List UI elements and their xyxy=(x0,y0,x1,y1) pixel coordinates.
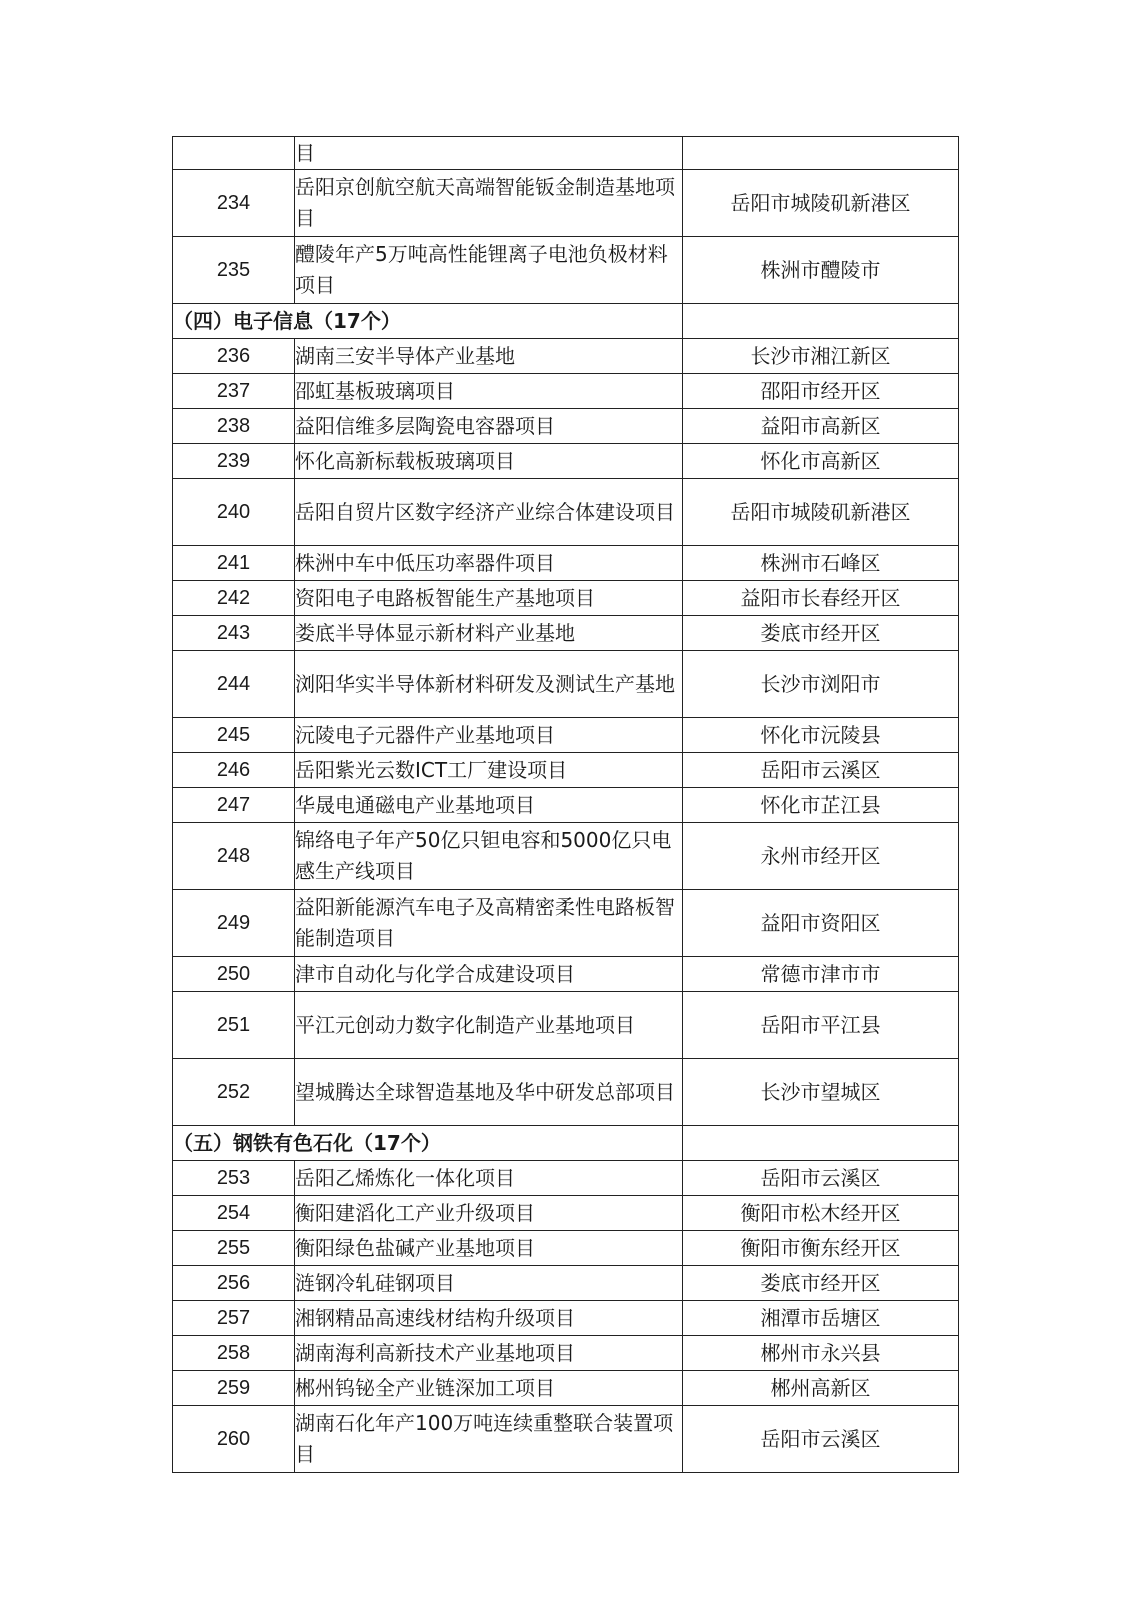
project-name: 衡阳绿色盐碱产业基地项目 xyxy=(295,1231,683,1266)
table-row xyxy=(173,546,959,581)
project-name: 娄底半导体显示新材料产业基地 xyxy=(295,616,683,651)
project-location: 怀化市高新区 xyxy=(683,444,959,479)
table-row xyxy=(173,616,959,651)
table-row xyxy=(173,581,959,616)
table-row xyxy=(173,753,959,788)
project-location: 益阳市长春经开区 xyxy=(683,581,959,616)
project-name: 岳阳乙烯炼化一体化项目 xyxy=(295,1161,683,1196)
row-number: 254 xyxy=(173,1196,295,1231)
row-number: 244 xyxy=(173,651,295,718)
project-location: 怀化市芷江县 xyxy=(683,788,959,823)
project-name: 望城腾达全球智造基地及华中研发总部项目 xyxy=(295,1059,683,1126)
row-number: 243 xyxy=(173,616,295,651)
project-name: 邵虹基板玻璃项目 xyxy=(295,374,683,409)
project-location: 衡阳市松木经开区 xyxy=(683,1196,959,1231)
project-location: 永州市经开区 xyxy=(683,823,959,890)
project-name: 湖南石化年产100万吨连续重整联合装置项目 xyxy=(295,1406,683,1473)
table-row xyxy=(173,788,959,823)
project-location: 衡阳市衡东经开区 xyxy=(683,1231,959,1266)
project-name: 津市自动化与化学合成建设项目 xyxy=(295,957,683,992)
table-row xyxy=(173,1059,959,1126)
project-name: 衡阳建滔化工产业升级项目 xyxy=(295,1196,683,1231)
project-name: 岳阳紫光云数ICT工厂建设项目 xyxy=(295,753,683,788)
project-location: 娄底市经开区 xyxy=(683,616,959,651)
row-number: 238 xyxy=(173,409,295,444)
project-location: 郴州市永兴县 xyxy=(683,1336,959,1371)
project-name: 锦络电子年产50亿只钽电容和5000亿只电感生产线项目 xyxy=(295,823,683,890)
project-name: 益阳新能源汽车电子及高精密柔性电路板智能制造项目 xyxy=(295,890,683,957)
table-row xyxy=(173,1301,959,1336)
row-number: 251 xyxy=(173,992,295,1059)
row-number: 259 xyxy=(173,1371,295,1406)
project-name: 湖南三安半导体产业基地 xyxy=(295,339,683,374)
row-number: 260 xyxy=(173,1406,295,1473)
row-number: 239 xyxy=(173,444,295,479)
project-table-body xyxy=(173,137,959,1473)
project-location: 郴州高新区 xyxy=(683,1371,959,1406)
table-row xyxy=(173,1336,959,1371)
section-header-row xyxy=(173,1126,959,1161)
project-location: 长沙市望城区 xyxy=(683,1059,959,1126)
section-title: （四）电子信息（17个） xyxy=(173,304,683,339)
project-location: 岳阳市云溪区 xyxy=(683,1406,959,1473)
row-number: 255 xyxy=(173,1231,295,1266)
project-name: 资阳电子电路板智能生产基地项目 xyxy=(295,581,683,616)
row-number: 252 xyxy=(173,1059,295,1126)
row-number: 249 xyxy=(173,890,295,957)
table-row xyxy=(173,957,959,992)
section-empty-cell xyxy=(683,304,959,339)
project-location: 益阳市高新区 xyxy=(683,409,959,444)
project-table xyxy=(172,136,959,1473)
row-number: 245 xyxy=(173,718,295,753)
row-number: 246 xyxy=(173,753,295,788)
project-name: 岳阳自贸片区数字经济产业综合体建设项目 xyxy=(295,479,683,546)
row-number: 253 xyxy=(173,1161,295,1196)
row-number: 257 xyxy=(173,1301,295,1336)
row-number: 256 xyxy=(173,1266,295,1301)
project-name: 湖南海利高新技术产业基地项目 xyxy=(295,1336,683,1371)
project-name: 株洲中车中低压功率器件项目 xyxy=(295,546,683,581)
table-row xyxy=(173,237,959,304)
section-empty-cell xyxy=(683,1126,959,1161)
project-name: 华晟电通磁电产业基地项目 xyxy=(295,788,683,823)
table-row xyxy=(173,823,959,890)
table-row xyxy=(173,1231,959,1266)
project-name: 湘钢精品高速线材结构升级项目 xyxy=(295,1301,683,1336)
project-location: 岳阳市云溪区 xyxy=(683,1161,959,1196)
project-name: 浏阳华实半导体新材料研发及测试生产基地 xyxy=(295,651,683,718)
project-location: 岳阳市城陵矶新港区 xyxy=(683,170,959,237)
table-row xyxy=(173,170,959,237)
row-number: 236 xyxy=(173,339,295,374)
table-row xyxy=(173,1196,959,1231)
project-name: 益阳信维多层陶瓷电容器项目 xyxy=(295,409,683,444)
project-name: 郴州钨铋全产业链深加工项目 xyxy=(295,1371,683,1406)
project-location: 长沙市浏阳市 xyxy=(683,651,959,718)
table-row xyxy=(173,992,959,1059)
table-row xyxy=(173,890,959,957)
row-number: 250 xyxy=(173,957,295,992)
project-location: 怀化市沅陵县 xyxy=(683,718,959,753)
project-location: 益阳市资阳区 xyxy=(683,890,959,957)
project-location: 湘潭市岳塘区 xyxy=(683,1301,959,1336)
project-name: 平江元创动力数字化制造产业基地项目 xyxy=(295,992,683,1059)
table-row xyxy=(173,339,959,374)
project-name: 涟钢冷轧硅钢项目 xyxy=(295,1266,683,1301)
project-location: 长沙市湘江新区 xyxy=(683,339,959,374)
row-number xyxy=(173,137,295,170)
table-row xyxy=(173,374,959,409)
table-row xyxy=(173,651,959,718)
table-row xyxy=(173,444,959,479)
table-row xyxy=(173,1161,959,1196)
table-row xyxy=(173,1406,959,1473)
project-location: 常德市津市市 xyxy=(683,957,959,992)
project-location: 娄底市经开区 xyxy=(683,1266,959,1301)
row-number: 248 xyxy=(173,823,295,890)
table-row xyxy=(173,479,959,546)
section-title: （五）钢铁有色石化（17个） xyxy=(173,1126,683,1161)
project-location: 岳阳市云溪区 xyxy=(683,753,959,788)
table-row xyxy=(173,409,959,444)
row-number: 247 xyxy=(173,788,295,823)
table-row xyxy=(173,1266,959,1301)
project-location: 株洲市醴陵市 xyxy=(683,237,959,304)
project-location: 邵阳市经开区 xyxy=(683,374,959,409)
project-name: 目 xyxy=(295,137,683,170)
project-location: 岳阳市城陵矶新港区 xyxy=(683,479,959,546)
row-number: 258 xyxy=(173,1336,295,1371)
table-row xyxy=(173,718,959,753)
project-location: 岳阳市平江县 xyxy=(683,992,959,1059)
row-number: 235 xyxy=(173,237,295,304)
row-number: 234 xyxy=(173,170,295,237)
row-number: 242 xyxy=(173,581,295,616)
row-number: 241 xyxy=(173,546,295,581)
project-name: 怀化高新标载板玻璃项目 xyxy=(295,444,683,479)
row-number: 237 xyxy=(173,374,295,409)
section-header-row xyxy=(173,304,959,339)
project-location: 株洲市石峰区 xyxy=(683,546,959,581)
project-name: 沅陵电子元器件产业基地项目 xyxy=(295,718,683,753)
project-name: 岳阳京创航空航天高端智能钣金制造基地项目 xyxy=(295,170,683,237)
table-row-continuation xyxy=(173,137,959,170)
row-number: 240 xyxy=(173,479,295,546)
project-name: 醴陵年产5万吨高性能锂离子电池负极材料项目 xyxy=(295,237,683,304)
project-location xyxy=(683,137,959,170)
table-row xyxy=(173,1371,959,1406)
